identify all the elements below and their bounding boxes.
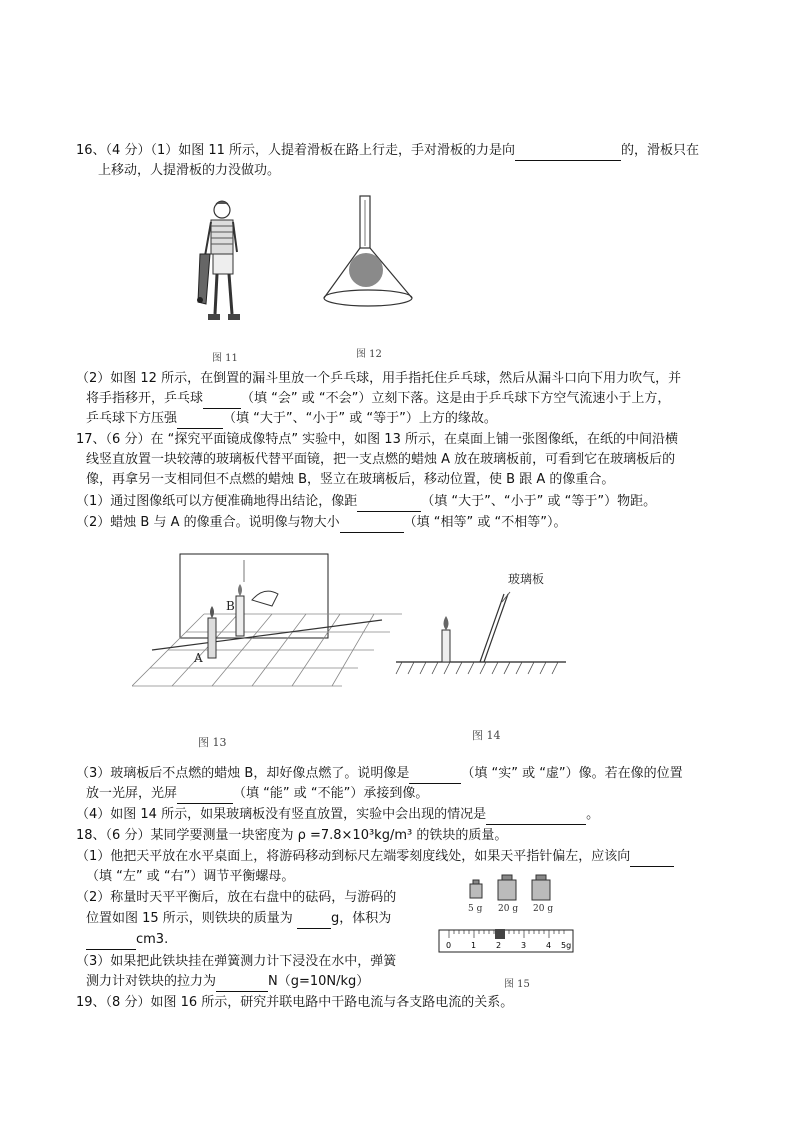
q17-line1: 17、（6 分）在 “探究平面镜成像特点” 实验中，如图 13 所示，在桌面上铺一张图像纸，在纸的中间沿横 bbox=[76, 432, 678, 447]
fig13-caption: 图 13 bbox=[198, 736, 227, 749]
ruler-tick-2: 2 bbox=[496, 941, 502, 950]
answer-blank[interactable] bbox=[177, 789, 233, 804]
answer-blank[interactable] bbox=[515, 146, 621, 161]
fig12-caption: 图 12 bbox=[356, 349, 382, 360]
q18-p3-line1: （3）如果把此铁块挂在弹簧测力计下浸没在水中，弹簧 bbox=[76, 954, 397, 969]
q17-p1 bbox=[76, 492, 656, 512]
q17-p4-text-b: 。 bbox=[586, 807, 600, 822]
figure-14-tilted-glass-plate bbox=[392, 580, 570, 680]
figure-12-funnel-with-ball bbox=[320, 194, 416, 310]
q17-p1-text-a: （1）通过图像纸可以方便准确地得出结论，像距 bbox=[76, 494, 358, 509]
label-b: B bbox=[226, 599, 235, 613]
q18-p3-text-a: 测力计对铁块的拉力为 bbox=[86, 974, 217, 989]
q16-text-a: 16、（4 分）（1）如图 11 所示，人提着滑板在路上行走，手对滑板的力是向 bbox=[76, 143, 516, 158]
q17-p4-text-a: （4）如图 14 所示，如果玻璃板没有竖直放置，实验中会出现的情况是 bbox=[76, 807, 487, 822]
q16-p2-text-d: （填 “大于”、“小于” 或 “等于”）上方的缘故。 bbox=[223, 411, 497, 426]
fig14-label: 玻璃板 bbox=[508, 572, 545, 586]
q17-p3-text-c: 放一光屏，光屏 bbox=[86, 786, 178, 801]
answer-blank[interactable] bbox=[409, 769, 461, 784]
q16-line2: 上移动，人提滑板的力没做功。 bbox=[98, 163, 281, 178]
fig11-caption: 图 11 bbox=[212, 353, 238, 364]
answer-blank[interactable] bbox=[340, 518, 404, 533]
q18-p3-text-b: N（g=10N/kg） bbox=[268, 974, 370, 989]
q17-p3-text-d: （填 “能” 或 “不能”）承接到像。 bbox=[233, 786, 429, 801]
q16-p2-line2 bbox=[86, 389, 670, 409]
figure-15-ruler bbox=[437, 926, 577, 956]
q18-p1-line2: （填 “左” 或 “右”）调节平衡螺母。 bbox=[86, 869, 295, 884]
q17-p3-line2 bbox=[86, 784, 428, 804]
q17-p2-text-b: （填 “相等” 或 “不相等”）。 bbox=[403, 515, 567, 530]
weight-label-2: 20 g bbox=[498, 904, 519, 914]
figure-11-person-with-skateboard bbox=[196, 196, 256, 344]
ruler-tick-0: 0 bbox=[446, 941, 452, 950]
answer-blank[interactable] bbox=[357, 497, 421, 512]
label-a: A bbox=[194, 651, 203, 665]
figure-13-grid-with-candles bbox=[132, 550, 404, 690]
q16-line1 bbox=[76, 141, 699, 161]
q18-p2-line2 bbox=[86, 909, 391, 929]
q16-p2-line3 bbox=[86, 409, 497, 429]
answer-blank[interactable] bbox=[177, 414, 223, 429]
q19-line1: 19、（8 分）如图 16 所示，研究并联电路中干路电流与各支路电流的关系。 bbox=[76, 995, 514, 1010]
q17-p3-text-b: （填 “实” 或 “虚”）像。若在像的位置 bbox=[461, 766, 683, 781]
q18-p2-text-b: g，体积为 bbox=[330, 911, 392, 926]
q16-text-b: 的，滑板只在 bbox=[621, 143, 700, 158]
q17-p2 bbox=[76, 513, 566, 533]
figure-15-weights bbox=[462, 872, 562, 908]
q17-p1-text-b: （填 “大于”、“小于” 或 “等于”）物距。 bbox=[421, 494, 657, 509]
q18-p1-line1 bbox=[76, 847, 674, 867]
answer-blank[interactable] bbox=[297, 914, 331, 929]
q17-p2-text-a: （2）蜡烛 B 与 A 的像重合。说明像与物大小 bbox=[76, 515, 340, 530]
q18-p2-text-a: 位置如图 15 所示，则铁块的质量为 bbox=[86, 911, 293, 926]
answer-blank[interactable] bbox=[203, 394, 241, 409]
weight-label-3: 20 g bbox=[533, 904, 554, 914]
q16-p2-text-a: 将手指移开，乒乓球 bbox=[86, 391, 204, 406]
q18-p3-line2 bbox=[86, 972, 369, 992]
answer-blank[interactable] bbox=[486, 810, 586, 825]
q17-line3: 像，再拿另一支相同但不点燃的蜡烛 B，竖立在玻璃板后，移动位置，使 B 跟 A 的像重合。 bbox=[86, 472, 615, 487]
q18-p1-text-a: （1）他把天平放在水平桌面上，将游码移动到标尺左端零刻度线处，如果天平指针偏左，应该向 bbox=[76, 849, 631, 864]
ruler-tick-4: 4 bbox=[546, 941, 552, 950]
q17-line2: 线竖直放置一块较薄的玻璃板代替平面镜，把一支点燃的蜡烛 A 放在玻璃板前，可看到它在玻璃板后的 bbox=[86, 452, 676, 467]
answer-blank[interactable] bbox=[86, 935, 136, 950]
weight-label-1: 5 g bbox=[468, 904, 483, 914]
ruler-tick-3: 3 bbox=[521, 941, 527, 950]
q16-p2-line1: （2）如图 12 所示，在倒置的漏斗里放一个乒乓球，用手指托住乒乓球，然后从漏斗口向下用力吹气，并 bbox=[76, 371, 682, 386]
q18-p2-line1: （2）称量时天平平衡后，放在右盘中的砝码，与游码的 bbox=[76, 890, 397, 905]
q18-line1: 18、（6 分）某同学要测量一块密度为 ρ =7.8×10³kg/m³ 的铁块的质量。 bbox=[76, 828, 508, 843]
ruler-tick-5: 5g bbox=[561, 941, 572, 950]
q17-p3-line1 bbox=[76, 764, 683, 784]
q16-p2-text-c: 乒乓球下方压强 bbox=[86, 411, 178, 426]
fig15-caption: 图 15 bbox=[504, 979, 530, 990]
ruler-tick-1: 1 bbox=[471, 941, 477, 950]
answer-blank[interactable] bbox=[630, 852, 674, 867]
answer-blank[interactable] bbox=[216, 977, 268, 992]
q17-p4 bbox=[76, 805, 599, 825]
q16-p2-text-b: （填 “会” 或 “不会”）立刻下落。这是由于乒乓球下方空气流速小于上方， bbox=[241, 391, 671, 406]
q17-p3-text-a: （3）玻璃板后不点燃的蜡烛 B，却好像点燃了。说明像是 bbox=[76, 766, 410, 781]
fig14-caption: 图 14 bbox=[472, 729, 501, 742]
q18-p2-text-c: cm3. bbox=[136, 932, 169, 947]
q18-p2-line3 bbox=[86, 930, 168, 950]
